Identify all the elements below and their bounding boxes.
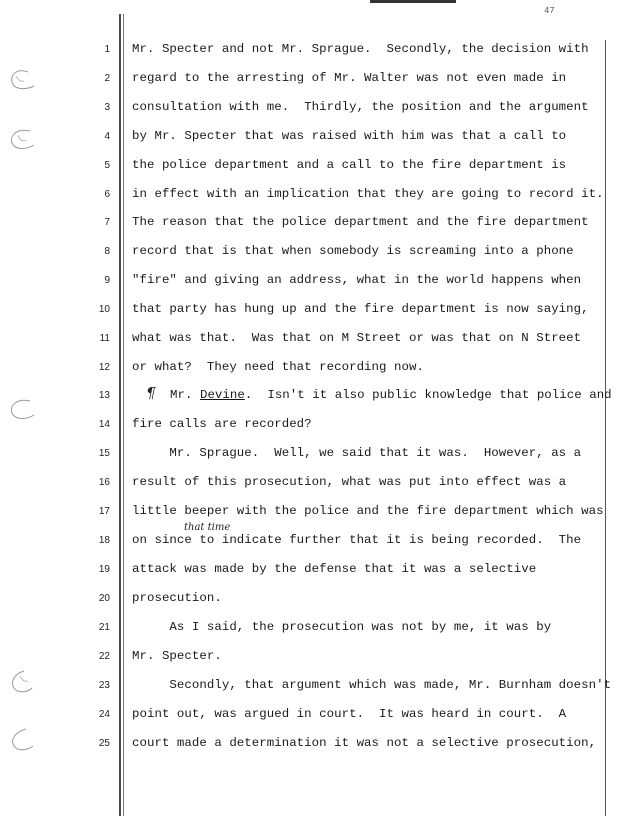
transcript-line: Mr. Sprague. Well, we said that it was. However, as a <box>132 446 582 460</box>
transcript-line: little beeper with the police and the fire department which was <box>132 504 604 518</box>
transcript-line: in effect with an implication that they are going to record it. <box>132 187 604 201</box>
transcript-line: fire calls are recorded? <box>132 417 312 431</box>
transcript-line: As I said, the prosecution was not by me, it was by <box>132 620 552 634</box>
transcript-line: court made a determination it was not a selective prosecution, <box>132 736 597 750</box>
line-number: 24 <box>98 709 110 720</box>
line-number: 7 <box>104 217 110 228</box>
transcript-line: Secondly, that argument which was made, Mr. Burnham doesn't <box>132 678 612 692</box>
transcript-line: result of this prosecution, what was put into effect was a <box>132 475 567 489</box>
line-number: 17 <box>98 506 110 517</box>
transcript-line: or what? They need that recording now. <box>132 360 424 374</box>
line-number: 9 <box>104 275 110 286</box>
right-margin-rule <box>605 40 606 816</box>
handwritten-insertion: that time <box>184 522 231 533</box>
line-number: 23 <box>98 680 110 691</box>
paragraph-mark-annotation: ¶ <box>146 384 156 402</box>
margin-stamp-icon <box>6 396 40 424</box>
transcript-line: "fire" and giving an address, what in the world happens when <box>132 273 582 287</box>
transcript-line: the police department and a call to the fire department is <box>132 158 567 172</box>
transcript-line-speaker: Mr. Devine. Isn't it also public knowledge that police and <box>170 388 612 402</box>
line-number: 4 <box>104 131 110 142</box>
transcript-line: on since to indicate further that it is being recorded. The <box>132 533 582 547</box>
transcript-line: consultation with me. Thirdly, the position and the argument <box>132 100 589 114</box>
line-number: 1 <box>104 44 110 55</box>
margin-stamp-icon <box>6 66 40 94</box>
transcript-line: that party has hung up and the fire department is now saying, <box>132 302 589 316</box>
line-number: 15 <box>98 448 110 459</box>
line-number: 19 <box>98 564 110 575</box>
line-number: 2 <box>104 73 110 84</box>
transcript-line: attack was made by the defense that it was a selective <box>132 562 537 576</box>
line-number: 14 <box>98 419 110 430</box>
margin-stamp-icon <box>6 726 40 754</box>
line-number: 13 <box>98 390 110 401</box>
left-margin-rule-inner <box>123 14 124 816</box>
margin-stamp-icon <box>6 126 40 154</box>
line-number: 25 <box>98 738 110 749</box>
line-number: 8 <box>104 246 110 257</box>
line-number: 12 <box>98 362 110 373</box>
transcript-line: point out, was argued in court. It was heard in court. A <box>132 707 567 721</box>
line-number: 22 <box>98 651 110 662</box>
transcript-line: Mr. Specter. <box>132 649 222 663</box>
transcript-line: Mr. Specter and not Mr. Sprague. Secondly, the decision with <box>132 42 589 56</box>
transcript-line: prosecution. <box>132 591 222 605</box>
line-number: 21 <box>98 622 110 633</box>
line-number: 10 <box>98 304 110 315</box>
line-number: 20 <box>98 593 110 604</box>
transcript-line: The reason that the police department and the fire department <box>132 215 589 229</box>
top-edge-mark <box>370 0 456 3</box>
margin-stamp-icon <box>6 668 40 696</box>
page-number: 47 <box>544 6 555 16</box>
transcript-line: record that is that when somebody is screaming into a phone <box>132 244 574 258</box>
line-number: 11 <box>99 333 110 344</box>
line-number: 6 <box>104 189 110 200</box>
line-number: 18 <box>98 535 110 546</box>
transcript-line: by Mr. Specter that was raised with him was that a call to <box>132 129 567 143</box>
transcript-line: regard to the arresting of Mr. Walter was not even made in <box>132 71 567 85</box>
line-number: 3 <box>104 102 110 113</box>
line-number: 16 <box>98 477 110 488</box>
line-number: 5 <box>104 160 110 171</box>
transcript-line: what was that. Was that on M Street or was that on N Street <box>132 331 582 345</box>
left-margin-rule <box>119 14 121 816</box>
